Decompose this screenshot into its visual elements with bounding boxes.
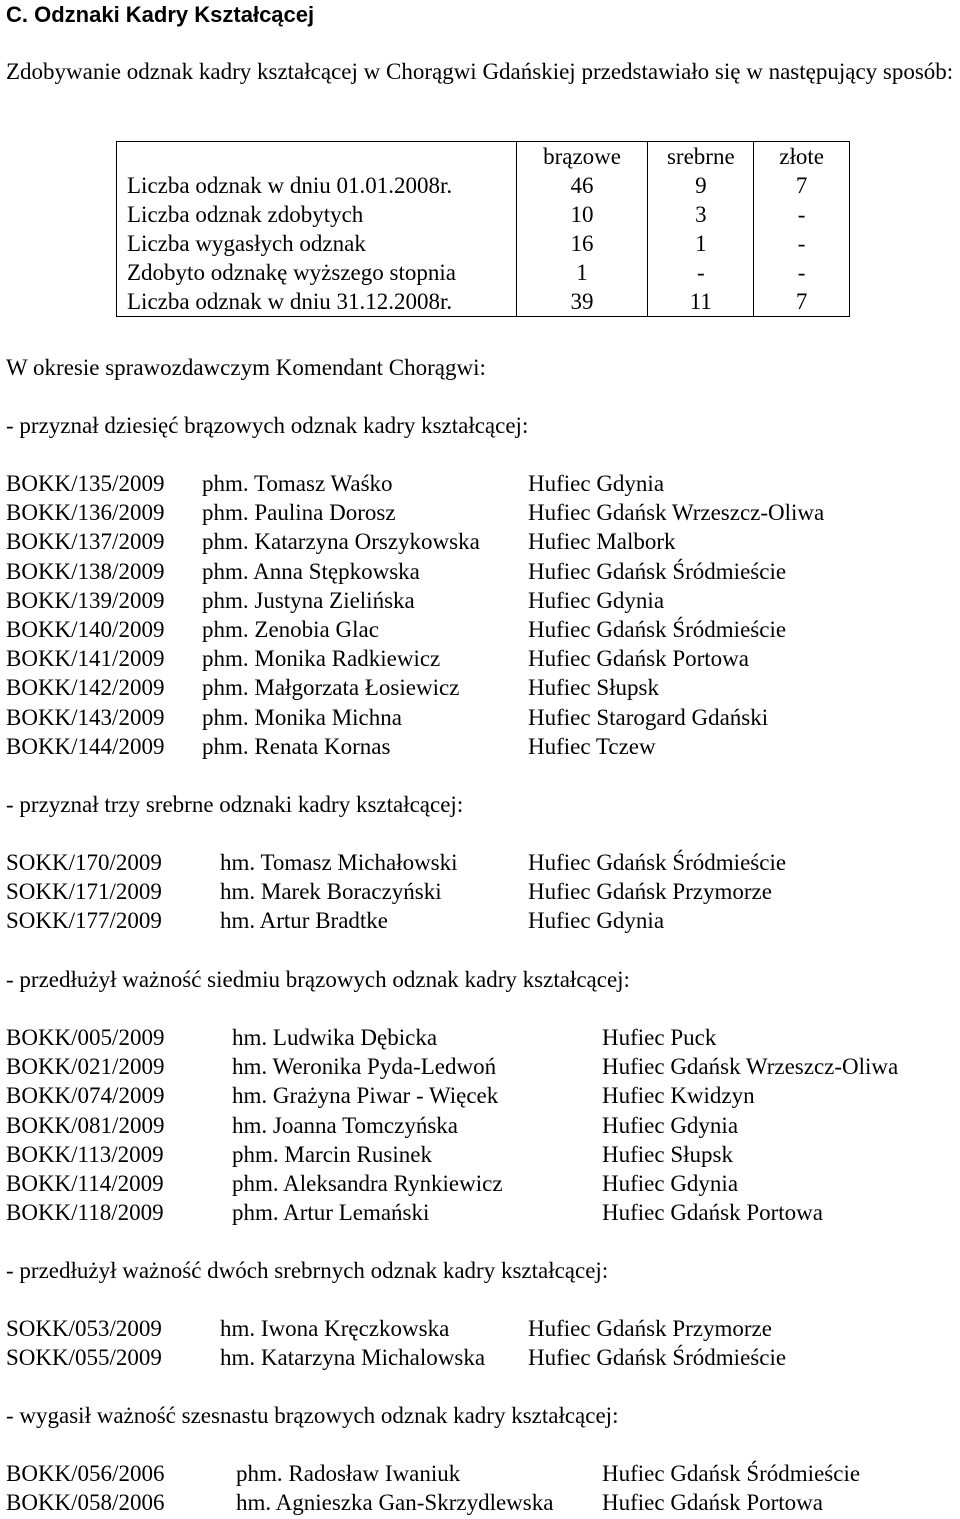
person-name: phm. Artur Lemański bbox=[232, 1200, 430, 1226]
section-title: - przyznał trzy srebrne odznaki kadry kształcącej: bbox=[6, 792, 464, 817]
badge-code: BOKK/021/2009 bbox=[6, 1054, 165, 1080]
row-label: Liczba wygasłych odznak bbox=[117, 229, 517, 258]
unit-name: Hufiec Starogard Gdański bbox=[528, 704, 769, 730]
person-name: phm. Marcin Rusinek bbox=[232, 1141, 432, 1167]
cell-silver: 3 bbox=[648, 200, 754, 229]
unit-name: Hufiec Słupsk bbox=[602, 1141, 733, 1167]
row-label: Zdobyto odznakę wyższego stopnia bbox=[117, 258, 517, 287]
cell-silver: 1 bbox=[648, 229, 754, 258]
unit-name: Hufiec Puck bbox=[602, 1025, 717, 1050]
column-header-gold: złote bbox=[754, 142, 850, 172]
unit-name: Hufiec Gdańsk Przymorze bbox=[528, 1316, 772, 1341]
badge-code: BOKK/005/2009 bbox=[6, 1025, 165, 1050]
badge-code: SOKK/053/2009 bbox=[6, 1316, 162, 1341]
commandant-paragraph: W okresie sprawozdawczym Komendant Chorągwi: bbox=[6, 355, 486, 380]
row-label: Liczba odznak zdobytych bbox=[117, 200, 517, 229]
person-name: hm. Marek Boraczyński bbox=[220, 879, 442, 905]
unit-name: Hufiec Kwidzyn bbox=[602, 1083, 755, 1109]
column-header-bronze: brązowe bbox=[516, 142, 648, 172]
person-name: phm. Monika Michna bbox=[202, 704, 402, 730]
unit-name: Hufiec Gdynia bbox=[602, 1170, 739, 1196]
cell-gold: 7 bbox=[754, 287, 850, 317]
badge-code: BOKK/136/2009 bbox=[6, 500, 165, 526]
person-name: hm. Ludwika Dębicka bbox=[232, 1025, 438, 1050]
badge-code: BOKK/144/2009 bbox=[6, 733, 165, 759]
badge-code: BOKK/118/2009 bbox=[6, 1200, 164, 1226]
table-row bbox=[117, 200, 850, 229]
table-corner-cell bbox=[117, 142, 517, 172]
unit-name: Hufiec Gdańsk Portowa bbox=[602, 1490, 824, 1516]
badge-statistics-table bbox=[116, 141, 850, 317]
badge-code: SOKK/055/2009 bbox=[6, 1345, 162, 1371]
unit-name: Hufiec Gdynia bbox=[528, 471, 665, 496]
person-name: hm. Grażyna Piwar - Więcek bbox=[232, 1083, 499, 1109]
person-name: hm. Iwona Kręczkowska bbox=[220, 1316, 450, 1341]
cell-bronze: 1 bbox=[516, 258, 648, 287]
unit-name: Hufiec Słupsk bbox=[528, 675, 659, 701]
unit-name: Hufiec Tczew bbox=[528, 733, 656, 759]
badge-code: BOKK/081/2009 bbox=[6, 1112, 165, 1138]
person-name: phm. Zenobia Glac bbox=[202, 616, 379, 642]
section-title: - przedłużył ważność dwóch srebrnych odznak kadry kształcącej: bbox=[6, 1258, 609, 1283]
table-header-row bbox=[117, 142, 850, 172]
badge-code: SOKK/171/2009 bbox=[6, 879, 162, 905]
section-title: - przedłużył ważność siedmiu brązowych odznak kadry kształcącej: bbox=[6, 967, 630, 992]
cell-bronze: 46 bbox=[516, 171, 648, 200]
section-title: - przyznał dziesięć brązowych odznak kadry kształcącej: bbox=[6, 413, 529, 438]
unit-name: Hufiec Malbork bbox=[528, 529, 676, 555]
cell-bronze: 16 bbox=[516, 229, 648, 258]
person-name: phm. Tomasz Waśko bbox=[202, 471, 393, 496]
table-row bbox=[117, 287, 850, 317]
badge-code: BOKK/138/2009 bbox=[6, 558, 165, 584]
badge-code: BOKK/114/2009 bbox=[6, 1170, 164, 1196]
cell-gold: - bbox=[754, 200, 850, 229]
badge-code: BOKK/056/2006 bbox=[6, 1461, 165, 1486]
unit-name: Hufiec Gdańsk Śródmieście bbox=[528, 850, 787, 875]
section-title: - wygasił ważność szesnastu brązowych odznak kadry kształcącej: bbox=[6, 1403, 619, 1428]
unit-name: Hufiec Gdańsk Śródmieście bbox=[528, 1345, 787, 1371]
person-name: hm. Katarzyna Michalowska bbox=[220, 1345, 486, 1371]
badge-code: BOKK/113/2009 bbox=[6, 1141, 164, 1167]
cell-bronze: 39 bbox=[516, 287, 648, 317]
person-name: phm. Justyna Zielińska bbox=[202, 587, 415, 613]
badge-code: BOKK/074/2009 bbox=[6, 1083, 165, 1109]
person-name: phm. Anna Stępkowska bbox=[202, 558, 420, 584]
section-heading: C. Odznaki Kadry Kształcącej bbox=[6, 2, 315, 27]
cell-silver: - bbox=[648, 258, 754, 287]
cell-bronze: 10 bbox=[516, 200, 648, 229]
unit-name: Hufiec Gdańsk Przymorze bbox=[528, 879, 772, 905]
person-name: hm. Weronika Pyda-Ledwoń bbox=[232, 1054, 497, 1080]
table-row bbox=[117, 258, 850, 287]
badge-code: SOKK/177/2009 bbox=[6, 908, 162, 934]
person-name: phm. Małgorzata Łosiewicz bbox=[202, 675, 460, 701]
person-name: phm. Monika Radkiewicz bbox=[202, 646, 441, 672]
badge-code: BOKK/139/2009 bbox=[6, 587, 165, 613]
person-name: phm. Aleksandra Rynkiewicz bbox=[232, 1170, 503, 1196]
unit-name: Hufiec Gdańsk Śródmieście bbox=[528, 616, 787, 642]
person-name: hm. Agnieszka Gan-Skrzydlewska bbox=[236, 1490, 554, 1516]
badge-code: BOKK/135/2009 bbox=[6, 471, 165, 496]
badge-code: BOKK/143/2009 bbox=[6, 704, 165, 730]
cell-gold: - bbox=[754, 258, 850, 287]
person-name: phm. Katarzyna Orszykowska bbox=[202, 529, 480, 555]
table-row bbox=[117, 171, 850, 200]
badge-code: BOKK/142/2009 bbox=[6, 675, 165, 701]
intro-paragraph: Zdobywanie odznak kadry kształcącej w Chorągwi Gdańskiej przedstawiało się w następujący sposób: bbox=[6, 59, 954, 84]
row-label: Liczba odznak w dniu 31.12.2008r. bbox=[117, 287, 517, 317]
unit-name: Hufiec Gdańsk Portowa bbox=[602, 1200, 824, 1226]
unit-name: Hufiec Gdańsk Śródmieście bbox=[528, 558, 787, 584]
unit-name: Hufiec Gdynia bbox=[528, 908, 665, 934]
table-row bbox=[117, 229, 850, 258]
badge-code: BOKK/058/2006 bbox=[6, 1490, 165, 1516]
unit-name: Hufiec Gdynia bbox=[602, 1112, 739, 1138]
unit-name: Hufiec Gdynia bbox=[528, 587, 665, 613]
unit-name: Hufiec Gdańsk Wrzeszcz-Oliwa bbox=[528, 500, 825, 526]
cell-silver: 11 bbox=[648, 287, 754, 317]
cell-gold: - bbox=[754, 229, 850, 258]
unit-name: Hufiec Gdańsk Portowa bbox=[528, 646, 750, 672]
person-name: hm. Joanna Tomczyńska bbox=[232, 1112, 459, 1138]
person-name: hm. Tomasz Michałowski bbox=[220, 850, 458, 875]
unit-name: Hufiec Gdańsk Śródmieście bbox=[602, 1461, 861, 1486]
person-name: phm. Paulina Dorosz bbox=[202, 500, 396, 526]
badge-code: BOKK/140/2009 bbox=[6, 616, 165, 642]
person-name: hm. Artur Bradtke bbox=[220, 908, 388, 934]
cell-silver: 9 bbox=[648, 171, 754, 200]
person-name: phm. Renata Kornas bbox=[202, 733, 391, 759]
column-header-silver: srebrne bbox=[648, 142, 754, 172]
badge-code: SOKK/170/2009 bbox=[6, 850, 162, 875]
person-name: phm. Radosław Iwaniuk bbox=[236, 1461, 461, 1486]
cell-gold: 7 bbox=[754, 171, 850, 200]
badge-code: BOKK/141/2009 bbox=[6, 646, 165, 672]
unit-name: Hufiec Gdańsk Wrzeszcz-Oliwa bbox=[602, 1054, 899, 1080]
row-label: Liczba odznak w dniu 01.01.2008r. bbox=[117, 171, 517, 200]
badge-code: BOKK/137/2009 bbox=[6, 529, 165, 555]
